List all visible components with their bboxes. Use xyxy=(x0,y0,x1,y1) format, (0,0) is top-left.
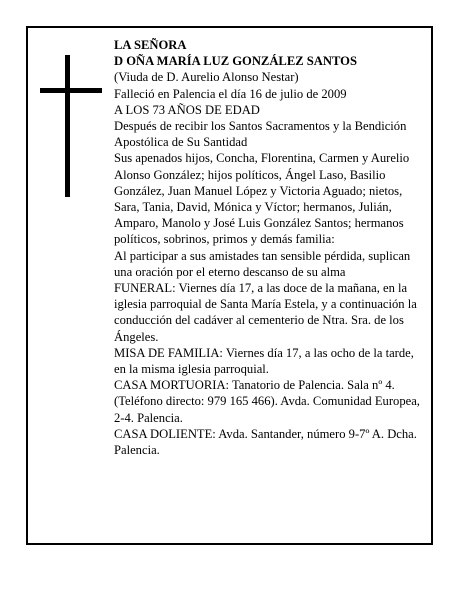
death-info: Falleció en Palencia el día 16 de julio de 2009 xyxy=(114,86,347,101)
family-home-paragraph: CASA DOLIENTE: Avda. Santander, número 9-7º A. Dcha. Palencia. xyxy=(114,426,417,458)
family-paragraph: Sus apenados hijos, Concha, Florentina, Carmen y Aurelio Alonso González; hijos políticos, Ángel Laso, Basilio González, Juan Manuel López y Victoria Aguado; nietos, Sara, Tania, David, Mónica y Víctor; hermanos, Julián, Amparo, Manolo y José Luis González Santos; hermanos políticos, sobrinos, primos y demás familia: xyxy=(114,151,410,247)
request-paragraph: Al participar a sus amistades tan sensible pérdida, suplican una oración por el eterno descanso de su alma xyxy=(114,248,411,279)
obituary-text xyxy=(114,37,426,458)
funeral-home-paragraph: CASA MORTUORIA: Tanatorio de Palencia. Sala nº 4. (Teléfono directo: 979 165 466). Avda. Comunidad Europea, 2-4. Palencia. xyxy=(114,378,420,425)
family-mass-paragraph: MISA DE FAMILIA: Viernes día 17, a las ocho de la tarde, en la misma iglesia parroquial. xyxy=(114,345,414,377)
deceased-name: D OÑA MARÍA LUZ GONZÁLEZ SANTOS xyxy=(114,54,357,69)
widow-of-line: (Viuda de D. Aurelio Alonso Nestar) xyxy=(114,70,299,85)
sacraments-paragraph: Después de recibir los Santos Sacramentos y la Bendición Apostólica de Su Santidad xyxy=(114,119,407,150)
cross-icon xyxy=(40,55,102,197)
age-line: A LOS 73 AÑOS DE EDAD xyxy=(114,102,260,117)
funeral-paragraph: FUNERAL: Viernes día 17, a las doce de la mañana, en la iglesia parroquial de Santa María Estela, y a continuación la conducción del cadáver al cementerio de Ntra. Sra. de los Ángeles. xyxy=(114,281,417,344)
deceased-title: LA SEÑORA xyxy=(114,38,187,52)
